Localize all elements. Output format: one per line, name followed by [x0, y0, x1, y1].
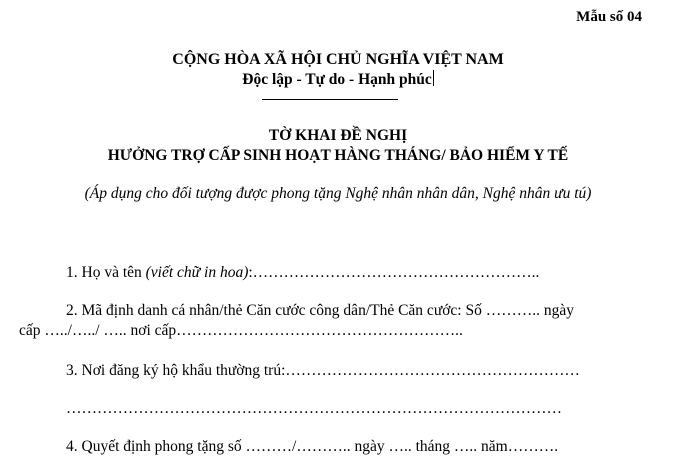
- field-id-number-text: 2. Mã định danh cá nhân/thẻ Căn cước công dân/Thẻ Căn cước: Số ……….. ngày: [66, 302, 574, 319]
- field-decision-text: 4. Quyết định phong tặng số ………/……….. ngày ….. tháng ….. năm……….: [66, 438, 559, 455]
- national-motto: [0, 70, 676, 90]
- document-title: [0, 126, 676, 166]
- motto-underline: [262, 99, 398, 100]
- field-full-name-fill: :………………………………………………..: [248, 264, 540, 281]
- field-residence-continued[interactable]: [66, 400, 562, 418]
- country-name: CỘNG HÒA XÃ HỘI CHỦ NGHĨA VIỆT NAM: [172, 51, 504, 68]
- title-line-2: HƯỞNG TRỢ CẤP SINH HOẠT HÀNG THÁNG/ BẢO HIỂM Y TẾ: [107, 147, 569, 164]
- text-cursor: [433, 70, 434, 86]
- document-subtitle: (Áp dụng cho đối tượng được phong tặng Nghệ nhân nhân dân, Nghệ nhân ưu tú): [84, 185, 592, 202]
- form-number: Mẫu số 04: [576, 9, 642, 25]
- field-id-number[interactable]: [66, 302, 574, 320]
- national-header: [0, 49, 676, 90]
- field-residence[interactable]: [66, 362, 580, 380]
- field-residence-text: 3. Nơi đăng ký hộ khẩu thường trú:…………………………………………………: [66, 362, 580, 379]
- field-full-name-hint: (viết chữ in hoa): [145, 264, 249, 281]
- field-decision[interactable]: [66, 438, 558, 456]
- title-line-1: TỜ KHAI ĐỀ NGHỊ: [268, 127, 408, 144]
- field-full-name[interactable]: [66, 264, 539, 282]
- field-id-issue[interactable]: [19, 322, 463, 340]
- field-residence-continued-text: ……………………………………………………………………………………: [66, 400, 562, 417]
- field-full-name-label: 1. Họ và tên: [66, 264, 146, 281]
- motto-text: Độc lập - Tự do - Hạnh phúc: [242, 71, 432, 88]
- field-id-issue-text: cấp …../…../ ….. nơi cấp………………………………………………..: [19, 322, 463, 339]
